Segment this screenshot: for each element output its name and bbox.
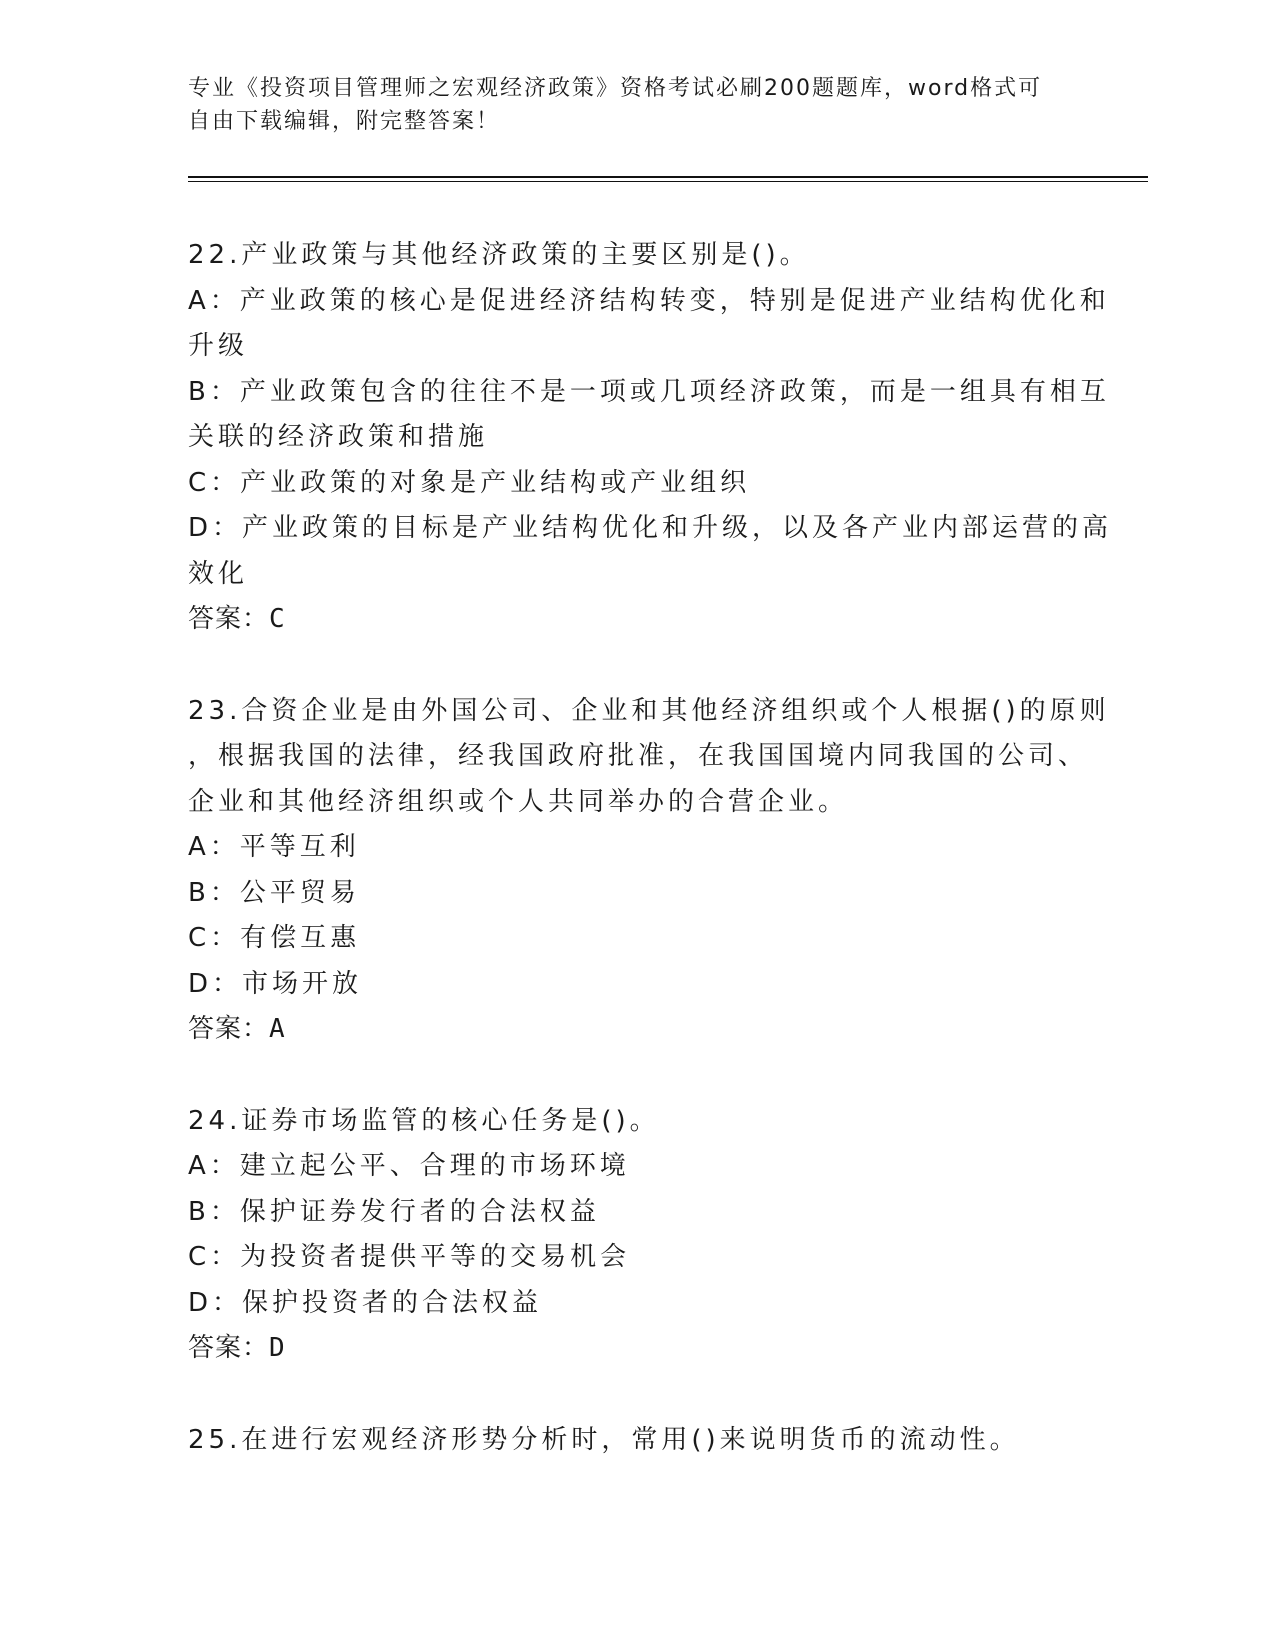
- question-stem-continued: ，根据我国的法律，经我国政府批准，在我国国境内同我国的公司、: [188, 741, 1089, 771]
- option-c: C：为投资者提供平等的交易机会: [188, 1242, 631, 1272]
- option-b: B：公平贸易: [188, 877, 360, 908]
- header-divider-thin: [188, 181, 1148, 182]
- question-stem-continued: 企业和其他经济组织或个人共同举办的合营企业。: [188, 786, 849, 817]
- question-list: [188, 233, 1113, 1463]
- document-header: [188, 72, 1068, 138]
- question-23: [188, 689, 1110, 1053]
- option-a: A：建立起公平、合理的市场环境: [188, 1151, 630, 1181]
- option-a: A：平等互利: [188, 832, 360, 862]
- option-c: C：产业政策的对象是产业结构或产业组织: [188, 467, 751, 498]
- header-line: 专业《投资项目管理师之宏观经济政策》资格考试必刷200题题库，word格式可: [188, 76, 1043, 101]
- option-b: B：保护证券发行者的合法权益: [188, 1196, 600, 1227]
- question-22: [188, 233, 1113, 643]
- question-stem: 25.在进行宏观经济形势分析时，常用()来说明货币的流动性。: [188, 1424, 1020, 1455]
- question-stem: 24.证券市场监管的核心任务是()。: [188, 1105, 660, 1136]
- header-divider: [188, 176, 1148, 178]
- question-25: [188, 1418, 1088, 1464]
- header-line: 自由下载编辑，附完整答案！: [188, 109, 501, 134]
- option-d: D：保护投资者的合法权益: [188, 1287, 543, 1318]
- option-b-continued: 关联的经济政策和措施: [188, 422, 489, 452]
- option-d: D：市场开放: [188, 968, 363, 999]
- option-b: B：产业政策包含的往往不是一项或几项经济政策，而是一组具有相互: [188, 376, 1110, 407]
- question-stem: 22.产业政策与其他经济政策的主要区别是()。: [188, 240, 810, 270]
- option-d-continued: 效化: [188, 558, 249, 589]
- option-a: A：产业政策的核心是促进经济结构转变，特别是促进产业结构优化和: [188, 285, 1110, 316]
- question-24: [188, 1099, 1088, 1372]
- question-stem: 23.合资企业是由外国公司、企业和其他经济组织或个人根据()的原则: [188, 695, 1110, 726]
- option-c: C：有偿互惠: [188, 923, 361, 953]
- option-d: D：产业政策的目标是产业结构优化和升级，以及各产业内部运营的高: [188, 513, 1113, 543]
- answer: 答案：D: [188, 1333, 286, 1363]
- answer: 答案：C: [188, 604, 286, 634]
- option-a-continued: 升级: [188, 331, 249, 361]
- answer: 答案：A: [188, 1014, 286, 1044]
